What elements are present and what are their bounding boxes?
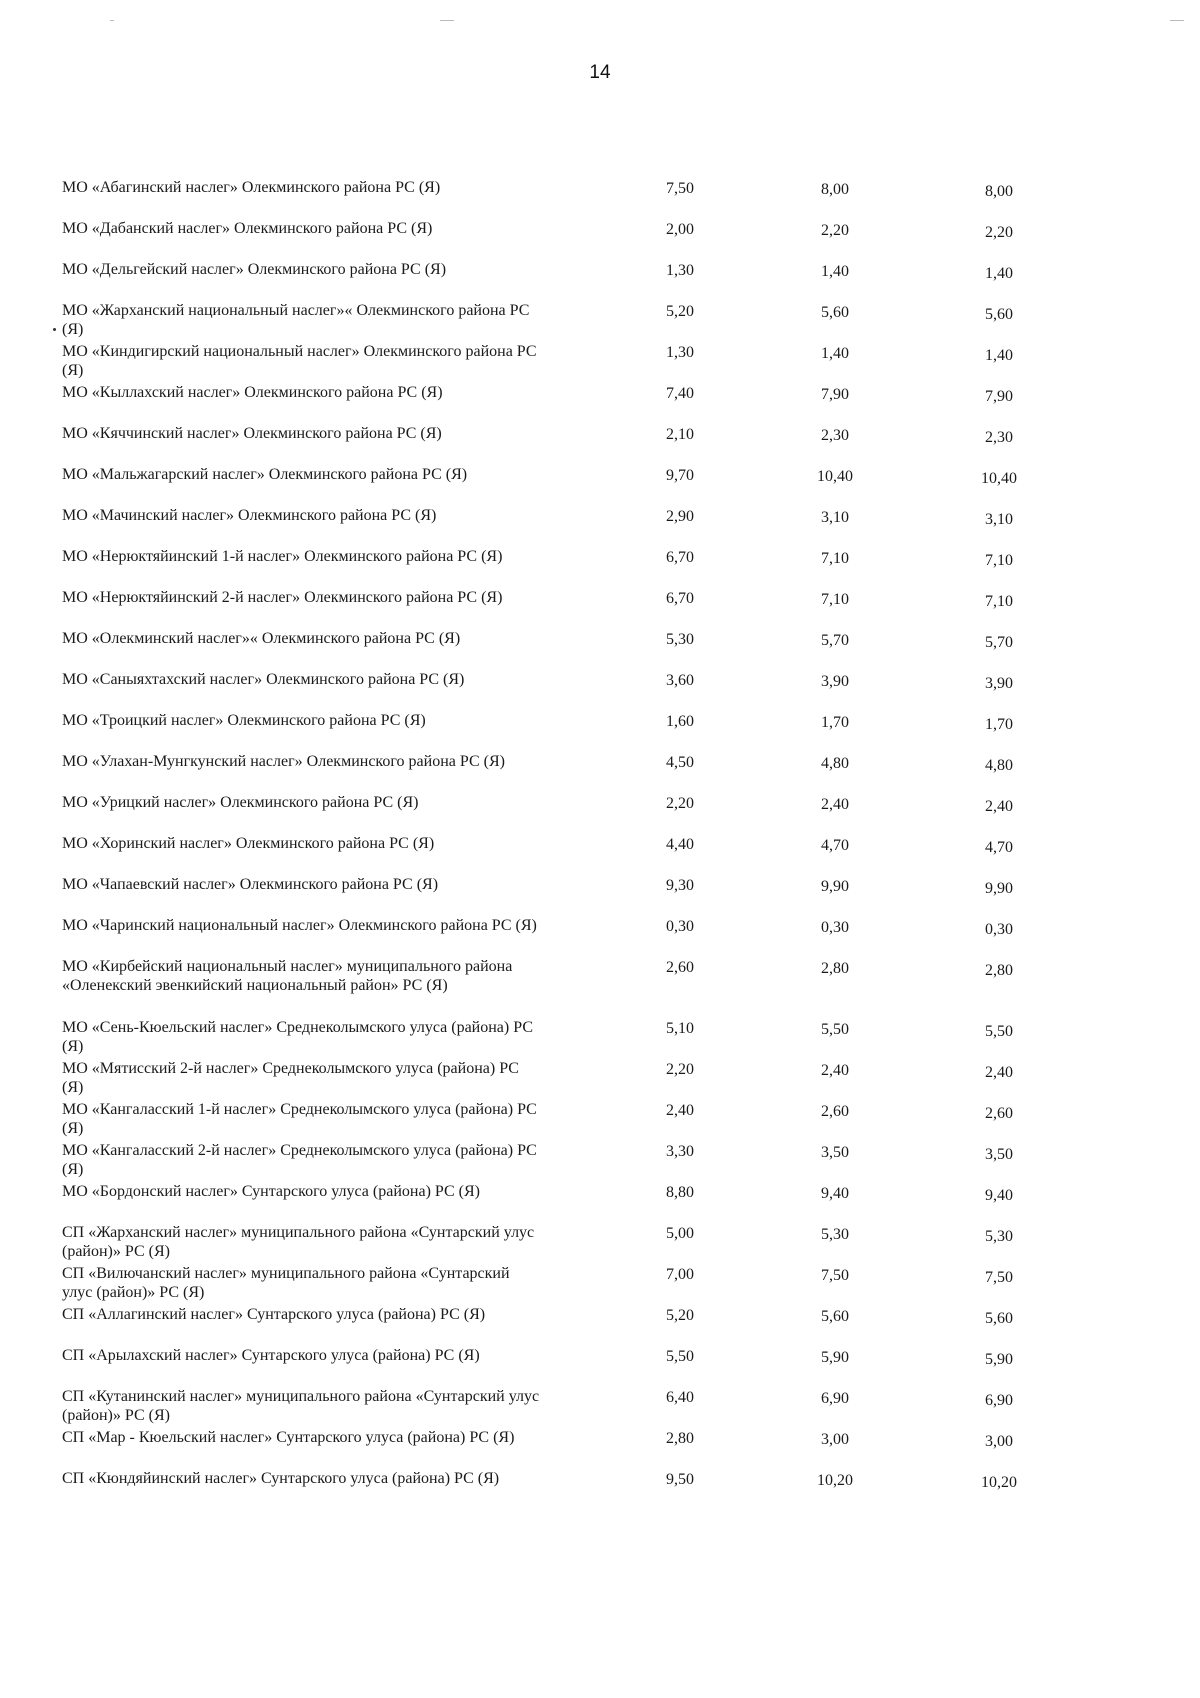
table-row (0, 547, 1200, 587)
row-value-1: 7,00 (666, 1266, 694, 1283)
row-value-1: 1,30 (666, 344, 694, 361)
row-value-2: 1,40 (821, 263, 849, 280)
row-value-2: 1,70 (821, 714, 849, 731)
table-row (0, 424, 1200, 464)
row-value-2: 7,90 (821, 386, 849, 403)
table-row (0, 1387, 1200, 1427)
row-value-1: 2,20 (666, 1061, 694, 1078)
row-value-3: 6,90 (985, 1392, 1013, 1409)
row-value-3: 5,60 (985, 306, 1013, 323)
row-name: СП «Аллагинский наслег» Сунтарского улуса (района) РС (Я) (62, 1306, 486, 1323)
table-row (0, 629, 1200, 669)
table-row (0, 506, 1200, 546)
row-value-3: 2,60 (985, 1105, 1013, 1122)
row-value-1: 5,50 (666, 1348, 694, 1365)
table-row (0, 178, 1200, 218)
table-row (0, 260, 1200, 300)
row-value-1: 2,10 (666, 426, 694, 443)
table-row (0, 916, 1200, 956)
row-value-2: 3,10 (821, 509, 849, 526)
row-name: МО «Мятисский 2-й наслег» Среднеколымского улуса (района) РС (Я) (62, 1060, 519, 1096)
table-row (0, 465, 1200, 505)
row-value-1: 2,20 (666, 795, 694, 812)
row-name: МО «Хоринский наслег» Олекминского района РС (Я) (62, 835, 435, 852)
table-row (0, 1305, 1200, 1345)
table-row (0, 1059, 1200, 1099)
table-row (0, 793, 1200, 833)
row-name: МО «Мальжагарский наслег» Олекминского района РС (Я) (62, 466, 468, 483)
row-value-1: 7,40 (666, 385, 694, 402)
row-value-1: 1,60 (666, 713, 694, 730)
row-value-3: 5,60 (985, 1310, 1013, 1327)
row-value-3: 5,50 (985, 1023, 1013, 1040)
row-value-1: 6,40 (666, 1389, 694, 1406)
table-row (0, 1346, 1200, 1386)
row-name: МО «Саныяхтахский наслег» Олекминского района РС (Я) (62, 671, 465, 688)
row-name: СП «Арылахский наслег» Сунтарского улуса (района) РС (Я) (62, 1347, 480, 1364)
row-value-1: 6,70 (666, 590, 694, 607)
row-value-3: 5,70 (985, 634, 1013, 651)
row-value-3: 3,50 (985, 1146, 1013, 1163)
row-name: МО «Нерюктяйинский 1-й наслег» Олекминского района РС (Я) (62, 548, 503, 565)
table-row (0, 711, 1200, 751)
table-row (0, 1428, 1200, 1468)
row-value-3: 9,40 (985, 1187, 1013, 1204)
row-name: СП «Жарханский наслег» муниципального района «Сунтарский улус (район)» РС (Я) (62, 1224, 535, 1260)
row-value-2: 6,90 (821, 1390, 849, 1407)
row-value-1: 7,50 (666, 180, 694, 197)
row-value-2: 2,40 (821, 796, 849, 813)
row-value-1: 2,40 (666, 1102, 694, 1119)
row-value-3: 5,90 (985, 1351, 1013, 1368)
row-value-3: 1,70 (985, 716, 1013, 733)
row-name: МО «Нерюктяйинский 2-й наслег» Олекминского района РС (Я) (62, 589, 503, 606)
row-value-2: 3,50 (821, 1144, 849, 1161)
row-value-2: 7,50 (821, 1267, 849, 1284)
table-row (0, 588, 1200, 628)
row-name: СП «Вилючанский наслег» муниципального района «Сунтарский улус (район)» РС (Я) (62, 1265, 510, 1301)
table-row (0, 1223, 1200, 1263)
row-value-3: 1,40 (985, 347, 1013, 364)
row-name: МО «Чаринский национальный наслег» Олекминского района РС (Я) (62, 917, 537, 934)
row-value-2: 5,60 (821, 304, 849, 321)
row-name: МО «Сень-Кюельский наслег» Среднеколымского улуса (района) РС (Я) (62, 1019, 533, 1055)
row-value-1: 3,60 (666, 672, 694, 689)
row-value-2: 5,50 (821, 1021, 849, 1038)
row-value-2: 5,90 (821, 1349, 849, 1366)
row-value-2: 4,80 (821, 755, 849, 772)
row-value-3: 3,10 (985, 511, 1013, 528)
row-value-2: 3,00 (821, 1431, 849, 1448)
row-value-2: 7,10 (821, 550, 849, 567)
row-value-1: 1,30 (666, 262, 694, 279)
table-row (0, 834, 1200, 874)
row-value-2: 8,00 (821, 181, 849, 198)
row-value-2: 5,30 (821, 1226, 849, 1243)
row-value-2: 2,60 (821, 1103, 849, 1120)
scan-artifact (1170, 20, 1184, 21)
table-row (0, 1182, 1200, 1222)
row-name: МО «Киндигирский национальный наслег» Олекминского района РС (Я) (62, 343, 537, 379)
row-value-3: 2,30 (985, 429, 1013, 446)
row-value-2: 5,60 (821, 1308, 849, 1325)
table-row (0, 1264, 1200, 1304)
row-name: МО «Улахан-Мунгкунский наслег» Олекминского района РС (Я) (62, 753, 505, 770)
page-number: 14 (589, 62, 611, 83)
row-value-2: 10,20 (817, 1472, 853, 1489)
row-name: СП «Кюндяйинский наслег» Сунтарского улуса (района) РС (Я) (62, 1470, 500, 1487)
row-name: МО «Урицкий наслег» Олекминского района РС (Я) (62, 794, 419, 811)
row-value-1: 9,70 (666, 467, 694, 484)
row-name: МО «Дабанский наслег» Олекминского района РС (Я) (62, 220, 433, 237)
table-row (0, 383, 1200, 423)
row-value-2: 4,70 (821, 837, 849, 854)
row-value-1: 5,30 (666, 631, 694, 648)
row-value-1: 5,00 (666, 1225, 694, 1242)
table-row (0, 957, 1200, 997)
row-value-1: 3,30 (666, 1143, 694, 1160)
table-row (0, 875, 1200, 915)
row-value-2: 0,30 (821, 919, 849, 936)
row-value-2: 2,30 (821, 427, 849, 444)
row-name: МО «Олекминский наслег»« Олекминского района РС (Я) (62, 630, 461, 647)
table-row (0, 1469, 1200, 1509)
row-value-2: 2,20 (821, 222, 849, 239)
table-row (0, 1141, 1200, 1181)
row-value-3: 9,90 (985, 880, 1013, 897)
row-value-1: 2,80 (666, 1430, 694, 1447)
row-value-3: 7,90 (985, 388, 1013, 405)
row-value-3: 3,00 (985, 1433, 1013, 1450)
table-row (0, 219, 1200, 259)
row-value-3: 10,40 (981, 470, 1017, 487)
scan-artifact (440, 20, 454, 21)
row-value-3: 2,40 (985, 1064, 1013, 1081)
row-value-1: 2,90 (666, 508, 694, 525)
table-row (0, 1100, 1200, 1140)
row-value-1: 9,30 (666, 877, 694, 894)
row-name: МО «Чапаевский наслег» Олекминского района РС (Я) (62, 876, 439, 893)
row-value-3: 1,40 (985, 265, 1013, 282)
row-value-3: 2,40 (985, 798, 1013, 815)
row-value-3: 7,50 (985, 1269, 1013, 1286)
row-value-3: 3,90 (985, 675, 1013, 692)
row-name: МО «Кангаласский 1-й наслег» Среднеколымского улуса (района) РС (Я) (62, 1101, 537, 1137)
table-row (0, 752, 1200, 792)
row-value-2: 2,40 (821, 1062, 849, 1079)
row-value-3: 0,30 (985, 921, 1013, 938)
row-value-1: 2,00 (666, 221, 694, 238)
row-name: МО «Кяччинский наслег» Олекминского района РС (Я) (62, 425, 442, 442)
scan-artifact (110, 20, 114, 21)
row-name: МО «Абагинский наслег» Олекминского района РС (Я) (62, 179, 441, 196)
row-value-3: 8,00 (985, 183, 1013, 200)
row-value-1: 8,80 (666, 1184, 694, 1201)
row-value-3: 5,30 (985, 1228, 1013, 1245)
row-name: СП «Мар - Кюельский наслег» Сунтарского улуса (района) РС (Я) (62, 1429, 515, 1446)
row-value-3: 10,20 (981, 1474, 1017, 1491)
row-value-2: 10,40 (817, 468, 853, 485)
row-value-3: 7,10 (985, 593, 1013, 610)
row-name: МО «Кирбейский национальный наслег» муниципального района «Оленекский эвенкийский национальный район» РС (Я) (62, 958, 513, 994)
row-value-3: 4,70 (985, 839, 1013, 856)
table-row (0, 301, 1200, 341)
row-name: МО «Бордонский наслег» Сунтарского улуса (района) РС (Я) (62, 1183, 480, 1200)
row-value-1: 6,70 (666, 549, 694, 566)
row-value-2: 7,10 (821, 591, 849, 608)
row-name: МО «Дельгейский наслег» Олекминского района РС (Я) (62, 261, 447, 278)
row-name: СП «Кутанинский наслег» муниципального района «Сунтарский улус (район)» РС (Я) (62, 1388, 540, 1424)
row-name: МО «Кыллахский наслег» Олекминского района РС (Я) (62, 384, 443, 401)
row-value-2: 3,90 (821, 673, 849, 690)
row-value-2: 9,40 (821, 1185, 849, 1202)
row-value-1: 5,10 (666, 1020, 694, 1037)
row-value-2: 5,70 (821, 632, 849, 649)
table-row (0, 670, 1200, 710)
row-value-1: 4,40 (666, 836, 694, 853)
table-row (0, 342, 1200, 382)
row-value-2: 1,40 (821, 345, 849, 362)
row-value-3: 2,80 (985, 962, 1013, 979)
row-value-1: 0,30 (666, 918, 694, 935)
row-value-3: 4,80 (985, 757, 1013, 774)
row-value-3: 7,10 (985, 552, 1013, 569)
row-value-2: 2,80 (821, 960, 849, 977)
row-value-1: 9,50 (666, 1471, 694, 1488)
row-value-1: 5,20 (666, 303, 694, 320)
row-value-2: 9,90 (821, 878, 849, 895)
table-row (0, 1018, 1200, 1058)
row-name: МО «Жарханский национальный наслег»« Олекминского района РС (Я) (62, 302, 530, 338)
row-value-1: 2,60 (666, 959, 694, 976)
row-name: МО «Мачинский наслег» Олекминского района РС (Я) (62, 507, 437, 524)
row-name: МО «Кангаласский 2-й наслег» Среднеколымского улуса (района) РС (Я) (62, 1142, 537, 1178)
row-value-3: 2,20 (985, 224, 1013, 241)
row-value-1: 4,50 (666, 754, 694, 771)
row-name: МО «Троицкий наслег» Олекминского района РС (Я) (62, 712, 426, 729)
row-value-1: 5,20 (666, 1307, 694, 1324)
